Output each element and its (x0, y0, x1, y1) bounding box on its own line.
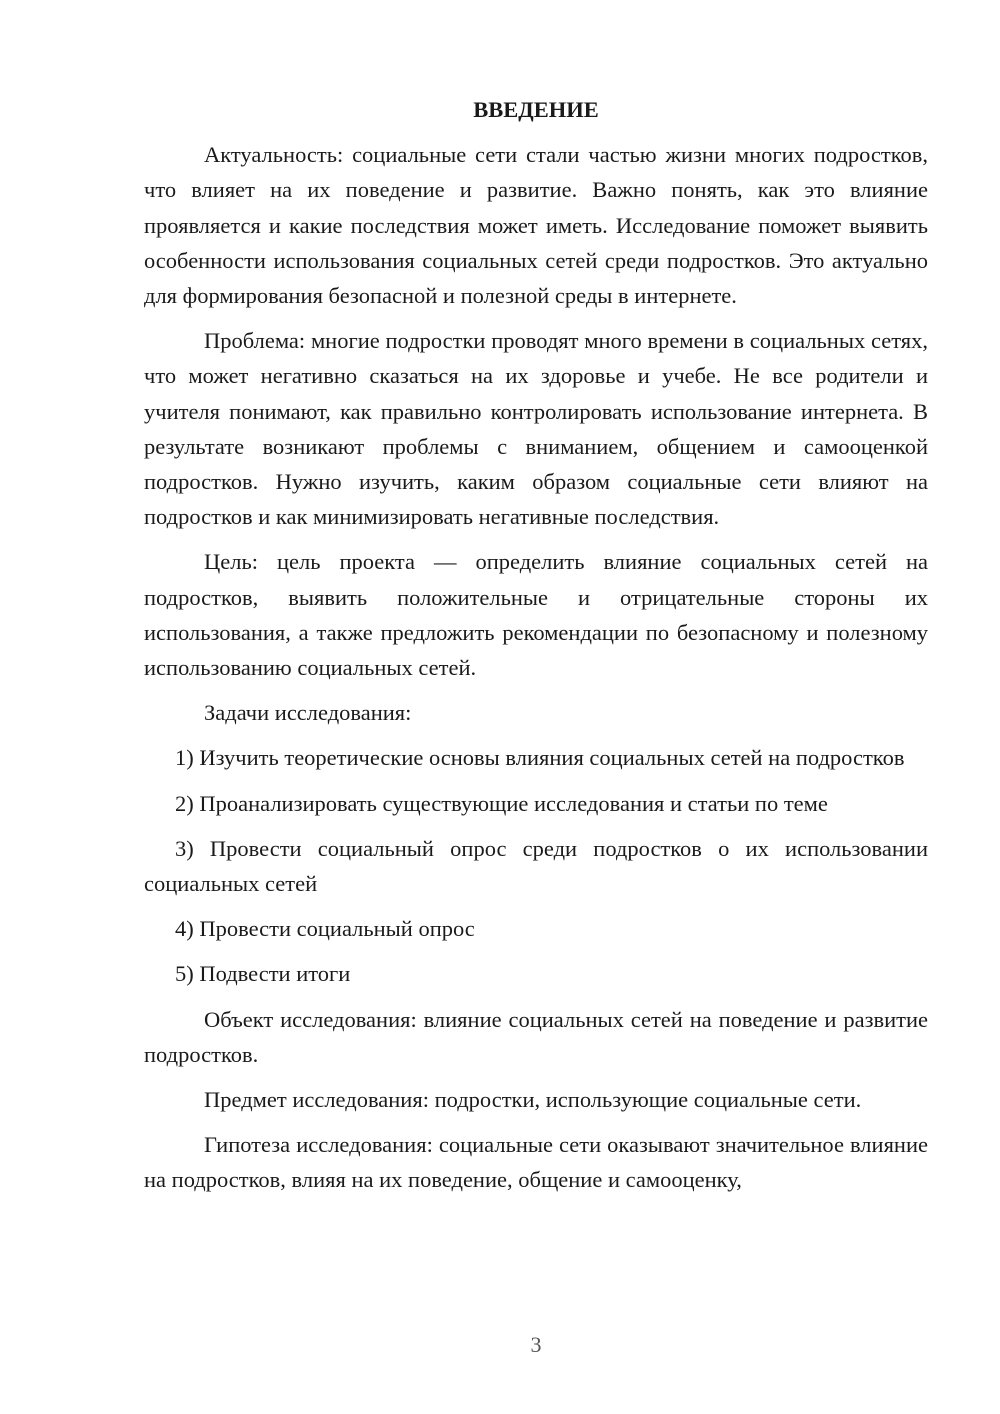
paragraph-subject: Предмет исследования: подростки, использующие социальные сети. (204, 1087, 862, 1113)
paragraph-hypothesis: Гипотеза исследования: социальные сети оказывают значительное влияние на подростков, влияя на их поведение, общение и самооценку, (144, 1132, 928, 1193)
paragraph-object: Объект исследования: влияние социальных сетей на поведение и развитие подростков. (144, 1006, 928, 1067)
paragraph-goal: Цель: цель проекта — определить влияние социальных сетей на подростков, выявить положительные и отрицательные стороны их использования, а также предложить рекомендации по безопасному и полезному использованию социальных сетей. (144, 549, 928, 681)
task-item-3: 3) Провести социальный опрос среди подростков о их использовании социальных сетей (144, 835, 928, 897)
page-content (144, 92, 928, 1208)
tasks-title: Задачи исследования: (204, 700, 412, 726)
task-item-1: 1) Изучить теоретические основы влияния социальных сетей на подростков (175, 745, 905, 771)
paragraph-problem: Проблема: многие подростки проводят много времени в социальных сетях, что может негативно сказаться на их здоровье и учебе. Не все родители и учителя понимают, как правильно контролировать использование интернета. В результате возникают проблемы с вниманием, общением и самооценкой подростков. Нужно изучить, каким образом социальные сети влияют на подростков и как минимизировать негативные последствия. (144, 328, 928, 530)
page-number: 3 (530, 1332, 542, 1357)
task-item-5: 5) Подвести итоги (175, 961, 351, 987)
task-item-2: 2) Проанализировать существующие исследования и статьи по теме (175, 790, 828, 816)
task-item-4: 4) Провести социальный опрос (175, 916, 475, 942)
section-heading: ВВЕДЕНИЕ (473, 97, 599, 122)
paragraph-relevance: Актуальность: социальные сети стали частью жизни многих подростков, что влияет на их поведение и развитие. Важно понять, как это влияние проявляется и какие последствия может иметь. Исследование поможет выявить особенности использования социальных сетей среди подростков. Это актуально для формирования безопасной и полезной среды в интернете. (144, 142, 928, 309)
